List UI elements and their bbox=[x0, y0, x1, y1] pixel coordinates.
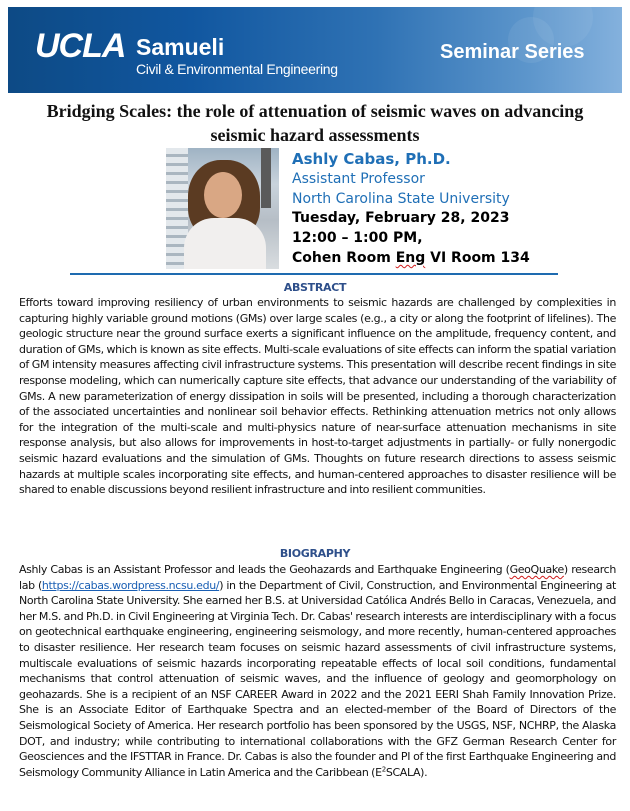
speaker-affiliation: North Carolina State University bbox=[292, 190, 510, 207]
lab-website-link[interactable]: https://cabas.wordpress.ncsu.edu/ bbox=[41, 578, 220, 592]
bio-text-part: SCALA). bbox=[385, 765, 428, 779]
speaker-photo bbox=[166, 148, 279, 269]
divider-line bbox=[70, 273, 558, 275]
bio-text-part: Ashly Cabas is an Assistant Professor and leads the Geohazards and Earthquake Engineering ( bbox=[19, 563, 510, 576]
bio-text-part: ) research lab ( bbox=[19, 563, 616, 592]
header-banner bbox=[8, 7, 622, 93]
abstract-text: Efforts toward improving resiliency of urban environments to seismic hazards are challenged by complexities in capturing highly variable ground motions (GMs) over large scales (e.g., a city or along the footprint of lifelines). The geologic structure near the ground surface exerts a significant influence on the amplitude, frequency content, and duration of GMs, which is known as site effects. Multi-scale evaluations of site effects can inform the spatial variation of GM intensity measures affecting civil infrastructure systems. This presentation will describe recent findings in site response modeling, which can numerically capture site effects, that advance our understanding of the variability of GMs. A new parameterization of energy dissipation in soils will be presented, including a thorough characterization of the associated uncertainties and nonlinear soil behavior effects. Rethinking attenuation metrics not only allows for the integration of the multi-scale and multi-physics nature of near-surface attenuation mechanisms in site response analysis, but also allows for improvements in host-to-target adjustments in partially- or fully nonergodic seismic hazard evaluations and the simulation of GMs. Thoughts on future research directions to assess seismic hazards at multiple scales incorporating site effects, and human-centered approaches to disaster resilience will be shared to enable discussions beyond resilient infrastructure and into resilient communities. bbox=[19, 296, 616, 497]
event-date: Tuesday, February 28, 2023 bbox=[292, 210, 510, 227]
location-suffix: VI Room 134 bbox=[425, 249, 530, 266]
speaker-role: Assistant Professor bbox=[292, 170, 425, 187]
photo-face bbox=[204, 172, 242, 218]
biography-text bbox=[19, 562, 616, 780]
location-prefix: Cohen Room bbox=[292, 249, 396, 266]
lab-acronym: GeoQuake bbox=[509, 563, 564, 576]
event-location bbox=[292, 249, 530, 269]
bio-text-part: ) in the Department of Civil, Construction, and Environmental Engineering at North Carolina State University. She earned her B.S. at Universidad Católica Andrés Bello in Caracas, Venezuela, and her M.S. and Ph.D. in Civil Engineering at Virginia Tech. Dr. Cabas' research interests are interdisciplinary with a focus on geotechnical earthquake engineering, engineering seismology, and more recently, human-centered approaches to disaster resilience. Her research team focuses on seismic hazard assessments of civil infrastructure systems, multiscale evaluations of seismic hazards incorporating repeatable effects of local soil conditions, fundamental mechanisms that control attenuation of seismic waves, and the influence of geology and geomorphology on geohazards. She is a recipient of an NSF CAREER Award in 2022 and the 2021 EERI Shah Family Innovation Prize. She is an Associate Editor of Earthquake Spectra and an elected-member of the Board of Directors of the Seismological Society of America. Her research portfolio has been sponsored by the USGS, NSF, NCHRP, the Alaska DOT, and industry; while contributing to international collaborations with the GFZ German Research Center for Geosciences and the IFSTTAR in France. Dr. Cabas is also the founder and PI of the first Earthquake Engineering and Seismology Community Alliance in Latin America and the Caribbean (E bbox=[19, 578, 616, 779]
department-name: Civil & Environmental Engineering bbox=[136, 61, 338, 77]
seminar-series-label: Seminar Series bbox=[440, 41, 585, 63]
photo-shirt bbox=[184, 218, 266, 269]
spellcheck-flagged-word: Eng bbox=[395, 249, 426, 266]
speaker-name: Ashly Cabas, Ph.D. bbox=[292, 150, 451, 168]
abstract-heading: ABSTRACT bbox=[283, 281, 347, 294]
biography-heading: BIOGRAPHY bbox=[279, 547, 351, 560]
photo-background-pillar bbox=[261, 148, 271, 208]
ucla-logo: UCLA bbox=[35, 27, 126, 65]
talk-title: Bridging Scales: the role of attenuation of seismic waves on advancing seismic hazard assessments bbox=[46, 101, 584, 145]
event-time: 12:00 – 1:00 PM, bbox=[292, 230, 423, 247]
speaker-info bbox=[292, 150, 530, 269]
school-name: Samueli bbox=[136, 34, 225, 60]
superscript: 2 bbox=[381, 765, 386, 774]
